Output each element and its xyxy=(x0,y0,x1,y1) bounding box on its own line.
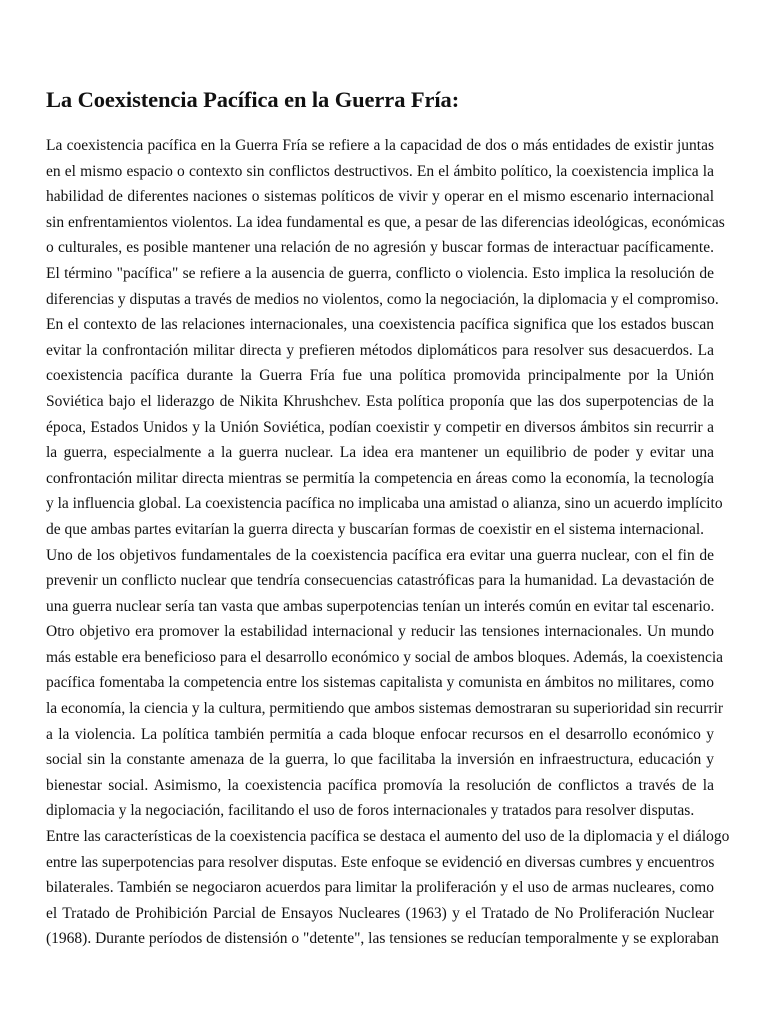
text-line: confrontación militar directa mientras se permitía la competencia en áreas como la economía, la tecnología xyxy=(46,469,714,487)
text-line: diferencias y disputas a través de medios no violentos, como la negociación, la diplomacia y el compromiso. xyxy=(46,290,719,308)
text-line: prevenir un conflicto nuclear que tendría consecuencias catastróficas para la humanidad. La devastación de xyxy=(46,572,714,590)
text-line: Otro objetivo era promover la estabilidad internacional y reducir las tensiones internacionales. Un mundo xyxy=(46,623,714,641)
text-line: bilaterales. También se negociaron acuerdos para limitar la proliferación y el uso de armas nucleares, como xyxy=(46,879,714,897)
text-line: más estable era beneficioso para el desarrollo económico y social de ambos bloques. Además, la coexistencia xyxy=(46,648,724,666)
text-line: en el mismo espacio o contexto sin conflictos destructivos. En el ámbito político, la coexistencia implica la xyxy=(46,162,714,180)
text-line: la guerra, especialmente a la guerra nuclear. La idea era mantener un equilibrio de poder y evitar una xyxy=(46,444,714,462)
text-line: En el contexto de las relaciones internacionales, una coexistencia pacífica significa que los estados buscan xyxy=(46,316,714,334)
text-line: (1968). Durante períodos de distensión o "detente", las tensiones se reducían temporalmente y se exploraban xyxy=(46,930,719,948)
text-line: La coexistencia pacífica en la Guerra Fría se refiere a la capacidad de dos o más entidades de existir juntas xyxy=(46,137,714,154)
text-line: la economía, la ciencia y la cultura, permitiendo que ambos sistemas demostraran su superioridad sin recurrir xyxy=(46,700,724,718)
text-line: Entre las características de la coexistencia pacífica se destaca el aumento del uso de la diplomacia y el diálogo xyxy=(46,828,730,846)
text-line: época, Estados Unidos y la Unión Soviética, podían coexistir y competir en diversos ámbitos sin recurrir a xyxy=(46,418,714,436)
text-line: a la violencia. La política también permitía a cada bloque enfocar recursos en el desarrollo económico y xyxy=(46,725,714,743)
text-line: Uno de los objetivos fundamentales de la coexistencia pacífica era evitar una guerra nuclear, con el fin de xyxy=(46,546,714,564)
text-line: y la influencia global. La coexistencia pacífica no implicaba una amistad o alianza, sino un acuerdo implícito xyxy=(46,495,723,513)
text-line: evitar la confrontación militar directa y prefieren métodos diplomáticos para resolver sus desacuerdos. La xyxy=(46,341,714,359)
text-line: bienestar social. Asimismo, la coexistencia pacífica promovía la resolución de conflictos a través de la xyxy=(46,776,714,794)
text-line: El término "pacífica" se refiere a la ausencia de guerra, conflicto o violencia. Esto implica la resolución de xyxy=(46,264,714,282)
text-line: social sin la constante amenaza de la guerra, lo que facilitaba la inversión en infraestructura, educación y xyxy=(46,751,714,769)
text-line: diplomacia y la negociación, facilitando el uso de foros internacionales y tratados para resolver disputas. xyxy=(46,802,695,820)
text-line: coexistencia pacífica durante la Guerra Fría fue una política promovida principalmente por la Unión xyxy=(46,367,714,385)
text-line: entre las superpotencias para resolver disputas. Este enfoque se evidenció en diversas cumbres y encuentros xyxy=(46,853,715,871)
text-line: una guerra nuclear sería tan vasta que ambas superpotencias tenían un interés común en evitar tal escenario. xyxy=(46,597,715,615)
text-line: sin enfrentamientos violentos. La idea fundamental es que, a pesar de las diferencias ideológicas, económicas xyxy=(46,213,725,231)
text-line: o culturales, es posible mantener una relación de no agresión y buscar formas de interactuar pacíficamente. xyxy=(46,239,714,257)
text-line: pacífica fomentaba la competencia entre los sistemas capitalista y comunista en ámbitos no militares, como xyxy=(46,674,714,692)
text-line: habilidad de diferentes naciones o sistemas políticos de vivir y operar en el mismo escenario internacional xyxy=(46,188,714,206)
document-page xyxy=(46,82,730,952)
text-line: de que ambas partes evitarían la guerra directa y buscarían formas de coexistir en el sistema internacional. xyxy=(46,520,705,538)
document-body xyxy=(46,133,730,952)
text-line: Soviética bajo el liderazgo de Nikita Khrushchev. Esta política proponía que las dos superpotencias de la xyxy=(46,392,714,410)
text-line: el Tratado de Prohibición Parcial de Ensayos Nucleares (1963) y el Tratado de No Proliferación Nuclear xyxy=(46,904,714,922)
document-title: La Coexistencia Pacífica en la Guerra Fría: xyxy=(46,87,460,112)
